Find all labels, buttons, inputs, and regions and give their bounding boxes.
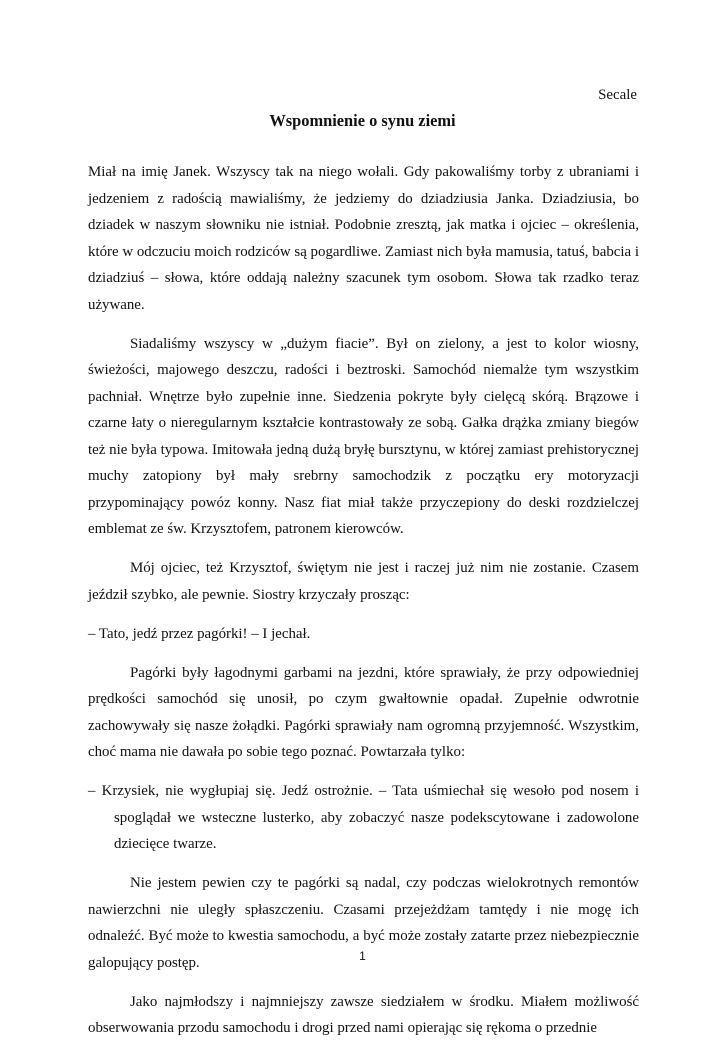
- page-number: 1: [359, 949, 366, 963]
- paragraph-4: Pagórki były łagodnymi garbami na jezdni, które sprawiały, że przy odpowiedniej prędkości samochód się unosił, po czym gwałtownie opadał. Zupełnie odwrotnie zachowywały się nasze żołądki. Pagórki sprawiały nam ogromną przyjemność. Wszystkim, choć mama nie dawała po sobie tego poznać. Powtarzała tylko:: [88, 664, 639, 760]
- paragraph-6: Jako najmłodszy i najmniejszy zawsze siedziałem w środku. Miałem możliwość obserwowania przodu samochodu i drogi przed nami opierając się rękoma o przednie: [88, 993, 639, 1036]
- dialogue-line-2: – Krzysiek, nie wygłupiaj się. Jedź ostrożnie. – Tata uśmiechał się wesoło pod nosem i spoglądał we wsteczne lusterko, aby zobaczyć nasze podekscytowane i zadowolone dziecięce twarze.: [88, 783, 639, 852]
- author-name: Secale: [598, 87, 637, 103]
- paragraph-3: Mój ojciec, też Krzysztof, świętym nie jest i raczej już nim nie zostanie. Czasem jeździł szybko, ale pewnie. Siostry krzyczały prosząc:: [88, 560, 639, 603]
- document-title: Wspomnienie o synu ziemi: [269, 111, 456, 130]
- dialogue-line-1: – Tato, jedź przez pagórki! – I jechał.: [88, 625, 311, 642]
- document-body: [88, 159, 639, 1054]
- paragraph-5: Nie jestem pewien czy te pagórki są nadal, czy podczas wielokrotnych remontów nawierzchni nie uległy spłaszczeniu. Czasami przejeżdżam tamtędy i nie mogę ich odnaleźć. Być może to kwestia samochodu, a być może zostały zatarte przez niebezpiecznie galopujący postęp.: [88, 875, 639, 971]
- paragraph-2: Siadaliśmy wszyscy w „dużym fiacie”. Był on zielony, a jest to kolor wiosny, świeżości, majowego deszczu, radości i beztroski. Samochód niemalże tym wszystkim pachniał. Wnętrze było zupełnie inne. Siedzenia pokryte były cielęcą skórą. Brązowe i czarne łaty o nieregularnym kształcie kontrastowały ze sobą. Gałka drążka zmiany biegów też nie była typowa. Imitowała jedną dużą bryłę bursztynu, w której zamiast prehistorycznej muchy zatopiony był mały srebrny samochodzik z początku ery motoryzacji przypominający powóz konny. Nasz fiat miał także przyczepiony do deski rozdzielczej emblemat ze św. Krzysztofem, patronem kierowców.: [88, 335, 639, 537]
- paragraph-1: Miał na imię Janek. Wszyscy tak na niego wołali. Gdy pakowaliśmy torby z ubraniami i jedzeniem z radością mawialiśmy, że jedziemy do dziadziusia Janka. Dziadziusia, bo dziadek w naszym słowniku nie istniał. Podobnie zresztą, jak matka i ojciec – określenia, które w odczuciu moich rodziców są pogardliwe. Zamiast nich była mamusia, tatuś, babcia i dziadziuś – słowa, które oddają należny szacunek tym osobom. Słowa tak rzadko teraz używane.: [88, 164, 639, 313]
